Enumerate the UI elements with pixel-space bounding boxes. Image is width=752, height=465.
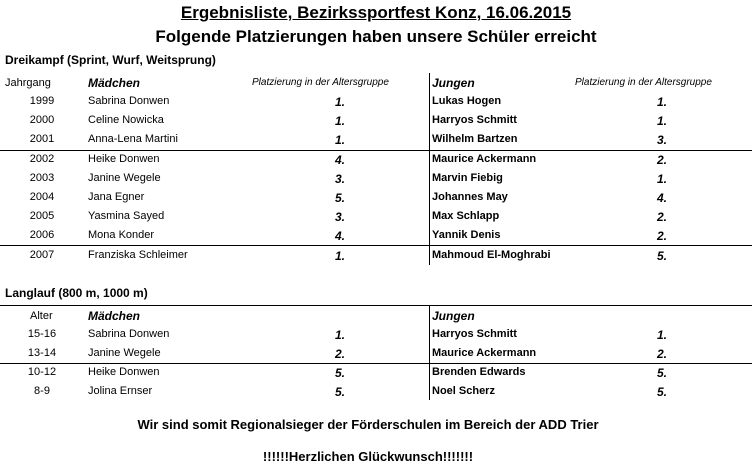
col-header-age: Alter: [30, 310, 53, 322]
row-girl-name: Anna-Lena Martini: [88, 133, 178, 145]
col-header-boys: Jungen: [432, 76, 475, 90]
row-year: 2003: [29, 172, 55, 184]
row-girl-rank: 5.: [334, 366, 345, 380]
row-boy-name: Marvin Fiebig: [432, 172, 503, 184]
row-girl-rank: 1.: [334, 328, 345, 342]
row-boy-rank: 3.: [656, 133, 667, 147]
row-girl-rank: 4.: [334, 229, 345, 243]
document-title: Ergebnisliste, Bezirkssportfest Konz, 16.06.2015: [180, 3, 572, 22]
row-girl-name: Sabrina Donwen: [88, 328, 170, 340]
row-girl-rank: 4.: [334, 153, 345, 167]
row-girl-rank: 5.: [334, 191, 345, 205]
row-boy-rank: 5.: [656, 366, 667, 380]
row-year: 2002: [29, 153, 55, 165]
row-year: 2006: [29, 229, 55, 241]
row-girl-name: Janine Wegele: [88, 347, 161, 359]
row-boy-rank: 1.: [656, 172, 667, 186]
row-girl-name: Jolina Ernser: [88, 385, 153, 397]
row-boy-rank: 1.: [656, 114, 667, 128]
congratulations-text: !!!!!!Herzlichen Glückwunsch!!!!!!!: [262, 449, 474, 464]
row-boy-name: Maurice Ackermann: [432, 153, 537, 165]
row-boy-name: Mahmoud El-Moghrabi: [432, 249, 551, 261]
row-girl-name: Janine Wegele: [88, 172, 161, 184]
column-divider: [429, 305, 430, 400]
column-divider: [429, 73, 430, 265]
row-boy-name: Wilhelm Bartzen: [432, 133, 518, 145]
row-boy-rank: 2.: [656, 347, 667, 361]
row-boy-rank: 4.: [656, 191, 667, 205]
row-boy-name: Noel Scherz: [432, 385, 495, 397]
row-girl-name: Heike Donwen: [88, 153, 160, 165]
row-boy-rank: 5.: [656, 249, 667, 263]
row-boy-rank: 2.: [656, 229, 667, 243]
row-year: 2005: [29, 210, 55, 222]
row-year: 1999: [29, 95, 55, 107]
dreikampf-heading: Dreikampf (Sprint, Wurf, Weitsprung): [5, 53, 216, 67]
row-year: 2000: [29, 114, 55, 126]
row-boy-name: Harryos Schmitt: [432, 328, 517, 340]
row-girl-name: Celine Nowicka: [88, 114, 164, 126]
row-boy-name: Maurice Ackermann: [432, 347, 537, 359]
col-header-year: Jahrgang: [5, 77, 51, 89]
row-boy-rank: 2.: [656, 210, 667, 224]
row-year: 2007: [29, 249, 55, 261]
row-boy-rank: 1.: [656, 328, 667, 342]
col-header-girls-rank: Platzierung in der Altersgruppe: [252, 77, 389, 88]
row-year: 2004: [29, 191, 55, 203]
row-girl-rank: 3.: [334, 210, 345, 224]
row-girl-rank: 1.: [334, 133, 345, 147]
col-header-boys: Jungen: [432, 309, 475, 323]
row-girl-name: Mona Konder: [88, 229, 155, 241]
row-boy-name: Max Schlapp: [432, 210, 500, 222]
row-girl-rank: 3.: [334, 172, 345, 186]
row-age: 13-14: [27, 347, 57, 359]
row-boy-name: Johannes May: [432, 191, 508, 203]
row-girl-rank: 1.: [334, 95, 345, 109]
row-boy-rank: 1.: [656, 95, 667, 109]
row-divider: [0, 305, 752, 306]
row-year: 2001: [29, 133, 55, 145]
row-girl-rank: 1.: [334, 249, 345, 263]
row-boy-name: Lukas Hogen: [432, 95, 502, 107]
row-girl-name: Jana Egner: [88, 191, 145, 203]
row-girl-name: Sabrina Donwen: [88, 95, 170, 107]
row-divider: [0, 150, 752, 151]
row-girl-name: Yasmina Sayed: [88, 210, 165, 222]
row-girl-rank: 2.: [334, 347, 345, 361]
row-age: 15-16: [27, 328, 57, 340]
langlauf-heading: Langlauf (800 m, 1000 m): [5, 286, 148, 300]
document-subtitle: Folgende Platzierungen haben unsere Schüler erreicht: [155, 27, 597, 46]
row-boy-name: Yannik Denis: [432, 229, 501, 241]
row-boy-name: Harryos Schmitt: [432, 114, 517, 126]
col-header-boys-rank: Platzierung in der Altersgruppe: [575, 77, 712, 88]
row-girl-name: Heike Donwen: [88, 366, 160, 378]
row-boy-name: Brenden Edwards: [432, 366, 526, 378]
col-header-girls: Mädchen: [88, 76, 141, 90]
row-age: 8-9: [34, 385, 50, 397]
row-boy-rank: 2.: [656, 153, 667, 167]
row-divider: [0, 245, 752, 246]
footer-statement: Wir sind somit Regionalsieger der Förderschulen im Bereich der ADD Trier: [137, 417, 599, 432]
row-age: 10-12: [27, 366, 57, 378]
row-boy-rank: 5.: [656, 385, 667, 399]
row-girl-name: Franziska Schleimer: [88, 249, 188, 261]
row-girl-rank: 5.: [334, 385, 345, 399]
col-header-girls: Mädchen: [88, 309, 141, 323]
row-girl-rank: 1.: [334, 114, 345, 128]
row-divider: [0, 363, 752, 364]
